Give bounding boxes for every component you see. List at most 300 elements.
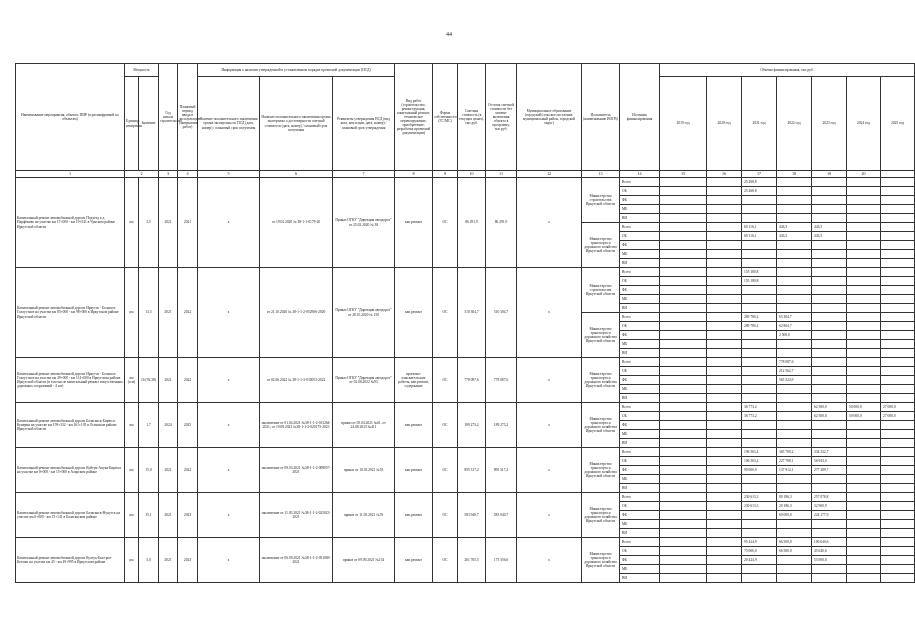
funding-value [707, 430, 742, 439]
funding-value [812, 295, 847, 304]
funding-value [881, 178, 915, 187]
object-start-year: 2021 [159, 358, 178, 403]
funding-value [777, 295, 812, 304]
funding-value [660, 277, 707, 286]
funding-value [777, 250, 812, 259]
funding-value [881, 205, 915, 214]
funding-source-label: ОБ [620, 547, 660, 556]
funding-value [812, 349, 847, 358]
funding-value [847, 556, 881, 565]
object-expertise: х [198, 403, 260, 448]
funding-value: 365 700,2 [777, 448, 812, 457]
column-number: 8 [395, 171, 433, 178]
funding-value [660, 475, 707, 484]
funding-value [660, 340, 707, 349]
funding-value [812, 187, 847, 196]
funding-value: 62 500,0 [812, 403, 847, 412]
funding-value [881, 277, 915, 286]
funding-value [881, 241, 915, 250]
table-row [16, 493, 915, 502]
funding-value [847, 241, 881, 250]
object-work-type: кап.ремонт [395, 178, 433, 268]
object-municipality: х [517, 358, 582, 403]
object-remaining: 895 317,2 [486, 448, 517, 493]
funding-value: 32 900,9 [812, 502, 847, 511]
funding-value: 50 000,0 [847, 403, 881, 412]
funding-value [812, 376, 847, 385]
funding-value [660, 313, 707, 322]
funding-value [812, 520, 847, 529]
funding-value [742, 430, 777, 439]
funding-value [881, 214, 915, 223]
funding-value [777, 412, 812, 421]
funding-value [742, 250, 777, 259]
funding-value [812, 340, 847, 349]
funding-value [707, 187, 742, 196]
funding-value [847, 367, 881, 376]
funding-value [777, 430, 812, 439]
funding-value [707, 556, 742, 565]
header-end-year: Плановый период ввода в эксплуатацию (завершения работ) [178, 64, 198, 171]
object-approval: приказ от 10.03.2021 №53 [333, 448, 395, 493]
funding-value [847, 520, 881, 529]
funding-value: 25 268,8 [742, 187, 777, 196]
funding-source-label: ВИ [620, 259, 660, 268]
funding-source-label: МБ [620, 565, 660, 574]
funding-source-label: ОБ [620, 502, 660, 511]
object-end-year: 2025 [178, 403, 198, 448]
funding-value [742, 421, 777, 430]
object-remaining: 86 291,9 [486, 178, 517, 268]
funding-value [660, 331, 707, 340]
object-capacity-value: 1,7 [139, 403, 159, 448]
funding-source-label: ОБ [620, 277, 660, 286]
object-expertise: х [198, 178, 260, 268]
funding-value [707, 205, 742, 214]
column-number: 2 [125, 171, 159, 178]
object-capacity-value: 2,5 [139, 178, 159, 268]
funding-value: 565 524,9 [777, 376, 812, 385]
funding-value [847, 322, 881, 331]
table-body [16, 178, 915, 583]
funding-value [881, 466, 915, 475]
object-approval: приказ от 11.05.2021 №76 [333, 493, 395, 538]
funding-value: 62 500,0 [812, 412, 847, 421]
object-unit: км [125, 538, 139, 583]
funding-value [847, 358, 881, 367]
funding-value [707, 475, 742, 484]
funding-source-label: Всего [620, 178, 660, 187]
funding-value [707, 304, 742, 313]
object-unit: км [125, 178, 139, 268]
funding-value [660, 232, 707, 241]
object-ownership: ОС [433, 358, 458, 403]
funding-value [777, 340, 812, 349]
funding-value [707, 313, 742, 322]
funding-value [742, 529, 777, 538]
funding-value [847, 493, 881, 502]
object-work-type: кап.ремонт [395, 493, 433, 538]
funding-value [847, 439, 881, 448]
header-executor: Исполнитель (наименование ИОГВ) [582, 64, 620, 171]
funding-value: 66 500,0 [777, 538, 812, 547]
funding-value [660, 367, 707, 376]
funding-value: 137 912,1 [777, 466, 812, 475]
funding-value [777, 304, 812, 313]
object-name: Капитальный ремонт автомобильной дороги Култук-Быстрое-Кеглаш на участке км 45 - км 49+995 в Иркутском районе [16, 538, 125, 583]
object-estimate: 510 304,7 [458, 268, 486, 358]
funding-value [777, 214, 812, 223]
funding-value [847, 394, 881, 403]
funding-value [847, 502, 881, 511]
funding-value [742, 241, 777, 250]
object-ownership: ОС [433, 538, 458, 583]
executor-cell: Министерство транспорта и дорожного хозяйства Иркутской области [582, 403, 620, 448]
funding-source-label: ФБ [620, 376, 660, 385]
funding-value [742, 331, 777, 340]
funding-value [847, 250, 881, 259]
funding-value [707, 403, 742, 412]
funding-value [707, 223, 742, 232]
funding-value [660, 241, 707, 250]
column-number: 15 [660, 171, 707, 178]
funding-value: 25 268,8 [742, 178, 777, 187]
funding-value: 106 563,4 [742, 457, 777, 466]
column-number: 4 [178, 171, 198, 178]
funding-source-label: ОБ [620, 322, 660, 331]
column-number: 6 [260, 171, 333, 178]
funding-value [777, 403, 812, 412]
table-row [16, 268, 915, 277]
funding-source-label: МБ [620, 475, 660, 484]
funding-value [742, 511, 777, 520]
funding-value [847, 421, 881, 430]
funding-value: 27 000,0 [881, 412, 915, 421]
funding-value [812, 214, 847, 223]
funding-value [812, 421, 847, 430]
funding-value: 155 180,8 [742, 268, 777, 277]
funding-value [660, 187, 707, 196]
funding-source-label: ВИ [620, 574, 660, 583]
funding-value [881, 502, 915, 511]
funding-source-label: Всего [620, 538, 660, 547]
funding-source-label: Всего [620, 313, 660, 322]
object-remaining: 510 304,7 [486, 268, 517, 358]
funding-value [847, 547, 881, 556]
funding-value [660, 493, 707, 502]
object-remaining: 778 087,6 [486, 358, 517, 403]
table-row [16, 538, 915, 547]
funding-value [707, 493, 742, 502]
header-docs-info: Информация о наличии утвержденной в установленном порядке проектной документации (ПСД) [198, 64, 395, 77]
funding-value [707, 331, 742, 340]
column-number: 10 [458, 171, 486, 178]
funding-value [742, 385, 777, 394]
funding-value [847, 232, 881, 241]
funding-value [777, 394, 812, 403]
funding-value [707, 250, 742, 259]
object-price-check: заключение от 09.03.2021 №38-1-1-2-008057-2021 [260, 448, 333, 493]
funding-value [847, 187, 881, 196]
table-row [16, 403, 915, 412]
table-row [16, 178, 915, 187]
funding-value [812, 313, 847, 322]
funding-value [777, 574, 812, 583]
funding-source-label: МБ [620, 295, 660, 304]
funding-value [707, 277, 742, 286]
object-price-check: заключение от 11.05.2021 №38-1-1-2-025023-2021 [260, 493, 333, 538]
funding-value [660, 250, 707, 259]
object-start-year: 2024 [159, 403, 178, 448]
header-year: 2022 год [777, 77, 812, 171]
object-ownership: ОС [433, 178, 458, 268]
header-capacity: Мощность [125, 64, 159, 77]
object-remaining: 189 273,2 [486, 403, 517, 448]
funding-value [777, 349, 812, 358]
header-year: 2019 год [660, 77, 707, 171]
funding-value [660, 538, 707, 547]
header-ownership: Форма собственности (ГС/МС) [433, 64, 458, 171]
funding-value [707, 241, 742, 250]
object-end-year: 2023 [178, 538, 198, 583]
funding-value [881, 313, 915, 322]
column-number: 14 [620, 171, 660, 178]
object-estimate: 895 317,2 [458, 448, 486, 493]
funding-source-label: ФБ [620, 511, 660, 520]
funding-value [881, 340, 915, 349]
funding-value: 50 000,0 [847, 412, 881, 421]
funding-value [847, 295, 881, 304]
column-number: 3 [159, 171, 178, 178]
funding-value [707, 196, 742, 205]
funding-value: 75 000,0 [742, 547, 777, 556]
executor-cell: Министерство строительства Иркутской области [582, 268, 620, 313]
object-end-year: 2022 [178, 358, 198, 403]
funding-value [707, 259, 742, 268]
object-remaining: 175 356,6 [486, 538, 517, 583]
funding-value [881, 322, 915, 331]
header-price-check: Наличие положительного заключения органа экспертизы о достоверности сметной стоимости (дата, номер) / плановый срок получения [260, 77, 333, 171]
funding-value [847, 259, 881, 268]
funding-value [777, 484, 812, 493]
object-work-type: кап.ремонт [395, 268, 433, 358]
object-name: Капитальный ремонт автомобильной дороги Куйтун-Апука-Бирюса на участке км 0+000 - км 15+000 в Аларском районе [16, 448, 125, 493]
object-expertise: х [198, 358, 260, 403]
funding-value [707, 340, 742, 349]
funding-value [881, 232, 915, 241]
funding-value [847, 277, 881, 286]
funding-value [707, 178, 742, 187]
funding-value: 443,5 [812, 232, 847, 241]
funding-value [812, 277, 847, 286]
table-row [16, 448, 915, 457]
funding-value [660, 385, 707, 394]
page-number: 44 [446, 32, 452, 38]
funding-value [777, 286, 812, 295]
funding-value [881, 457, 915, 466]
funding-value [707, 394, 742, 403]
funding-value [707, 295, 742, 304]
funding-value [812, 565, 847, 574]
funding-value: 66 500,0 [777, 547, 812, 556]
object-end-year: 2022 [178, 268, 198, 358]
executor-cell: Министерство транспорта и дорожного хозяйства Иркутской области [582, 358, 620, 403]
funding-source-label: МБ [620, 205, 660, 214]
funding-value [777, 277, 812, 286]
executor-cell: Министерство транспорта и дорожного хозяйства Иркутской области [582, 313, 620, 358]
column-number [881, 171, 915, 178]
funding-value [847, 529, 881, 538]
funding-value [707, 457, 742, 466]
funding-value [660, 223, 707, 232]
object-expertise: х [198, 538, 260, 583]
funding-value [777, 529, 812, 538]
funding-value [777, 268, 812, 277]
funding-value: 27 000,0 [881, 403, 915, 412]
funding-value: 257 078,8 [812, 493, 847, 502]
funding-value [742, 358, 777, 367]
funding-value [881, 529, 915, 538]
funding-value [707, 385, 742, 394]
funding-value [881, 511, 915, 520]
funding-source-label: МБ [620, 430, 660, 439]
funding-value [660, 430, 707, 439]
object-work-type: проектно-изыскательские работы, кап.ремонт, содержание [395, 358, 433, 403]
funding-value [881, 565, 915, 574]
funding-value [881, 421, 915, 430]
funding-value: 2 500,0 [777, 331, 812, 340]
funding-value [847, 331, 881, 340]
funding-value: 212 562,7 [777, 367, 812, 376]
funding-value [812, 304, 847, 313]
funding-value [777, 241, 812, 250]
funding-value [881, 349, 915, 358]
funding-value [742, 484, 777, 493]
object-end-year: 2022 [178, 448, 198, 493]
funding-value: 230 613,3 [742, 502, 777, 511]
object-capacity-value: 13,5 [139, 268, 159, 358]
funding-value [847, 466, 881, 475]
column-number: 12 [517, 171, 582, 178]
object-expertise: х [198, 448, 260, 493]
funding-value [742, 520, 777, 529]
object-unit: км (п.м) [125, 358, 139, 403]
funding-source-label: ВИ [620, 484, 660, 493]
funding-value [812, 331, 847, 340]
funding-value [812, 250, 847, 259]
funding-source-label: ОБ [620, 232, 660, 241]
object-expertise: х [198, 493, 260, 538]
header-name: Наименование мероприятия, объекта, ПИР (в расшифровкой по объектам) [16, 64, 125, 171]
object-end-year: 2021 [178, 178, 198, 268]
funding-source-label: ВИ [620, 529, 660, 538]
funding-value [707, 565, 742, 574]
funding-value: 60 000,0 [777, 511, 812, 520]
funding-value [881, 484, 915, 493]
object-name: Капитальный ремонт автомобильной дороги Иркутск - Большое Голоустное на участке км 49+000 - км 114+000 в Иркутском районе Иркутской области (в том числе капитальный ремонт искусственных дорожных сооружений - 4 шт) [16, 358, 125, 403]
funding-value [707, 349, 742, 358]
funding-value [881, 556, 915, 565]
funding-value [742, 286, 777, 295]
funding-value [660, 322, 707, 331]
header-expertise: Наличие положительного заключения органа экспертизы по ПСД (дата, номер) / плановый срок получения [198, 77, 260, 171]
funding-value [847, 340, 881, 349]
funding-value [777, 565, 812, 574]
funding-value [707, 511, 742, 520]
funding-value [847, 484, 881, 493]
column-number: 7 [333, 171, 395, 178]
header-municipality: Муниципальное образование (городской/сельское поселение, муниципальный район, городской округ) [517, 64, 582, 171]
funding-value: 80 186,3 [777, 493, 812, 502]
funding-source-label: МБ [620, 250, 660, 259]
funding-value: 65 304,7 [777, 313, 812, 322]
object-start-year: 2021 [159, 268, 178, 358]
funding-source-label: ВИ [620, 349, 660, 358]
object-start-year: 2021 [159, 448, 178, 493]
object-municipality: х [517, 538, 582, 583]
funding-value [660, 268, 707, 277]
column-number: 11 [486, 171, 517, 178]
header-start-year: Год начала строительства [159, 64, 178, 171]
funding-value: 36 773,2 [742, 412, 777, 421]
table-row [16, 358, 915, 367]
executor-cell: Министерство транспорта и дорожного хозяйства Иркутской области [582, 223, 620, 268]
funding-source-label: МБ [620, 340, 660, 349]
funding-value [812, 367, 847, 376]
funding-value [777, 421, 812, 430]
funding-source-label: Всего [620, 358, 660, 367]
funding-value [660, 178, 707, 187]
funding-value [881, 574, 915, 583]
funding-value [777, 205, 812, 214]
funding-value [742, 196, 777, 205]
object-approval: приказ от 09.09.2021 №134 [333, 538, 395, 583]
funding-value [847, 268, 881, 277]
funding-value [660, 259, 707, 268]
object-municipality: х [517, 448, 582, 493]
funding-value [812, 241, 847, 250]
column-number: 20 [847, 171, 881, 178]
funding-value [660, 403, 707, 412]
funding-value: 443,5 [812, 223, 847, 232]
funding-value [847, 565, 881, 574]
funding-value [742, 439, 777, 448]
executor-cell: Министерство транспорта и дорожного хозяйства Иркутской области [582, 538, 620, 583]
funding-value [847, 178, 881, 187]
header-remaining: Остаток сметной стоимости без момент включения объекта в программу, тыс.руб. [486, 64, 517, 171]
funding-value [881, 448, 915, 457]
funding-value [777, 187, 812, 196]
funding-value [777, 259, 812, 268]
funding-source-label: Всего [620, 268, 660, 277]
object-price-check: заключение от 06.09.2021 №38-1-1-2-051069-2021 [260, 538, 333, 583]
funding-source-label: ФБ [620, 196, 660, 205]
funding-value [847, 205, 881, 214]
funding-value [847, 376, 881, 385]
funding-value [847, 511, 881, 520]
funding-value [707, 322, 742, 331]
object-capacity-value: 15,1 [139, 493, 159, 538]
funding-value [812, 484, 847, 493]
funding-value [660, 547, 707, 556]
funding-value [660, 304, 707, 313]
object-name: Капитальный ремонт автомобильной дороги Иркутск - Большое Голоустное на участке км 85+000 - км 98+000 в Иркутском районе Иркутской области [16, 268, 125, 358]
object-estimate: 261 765,5 [458, 538, 486, 583]
funding-value [660, 448, 707, 457]
funding-value [707, 358, 742, 367]
funding-value: 227 788,1 [777, 457, 812, 466]
funding-source-label: ОБ [620, 457, 660, 466]
